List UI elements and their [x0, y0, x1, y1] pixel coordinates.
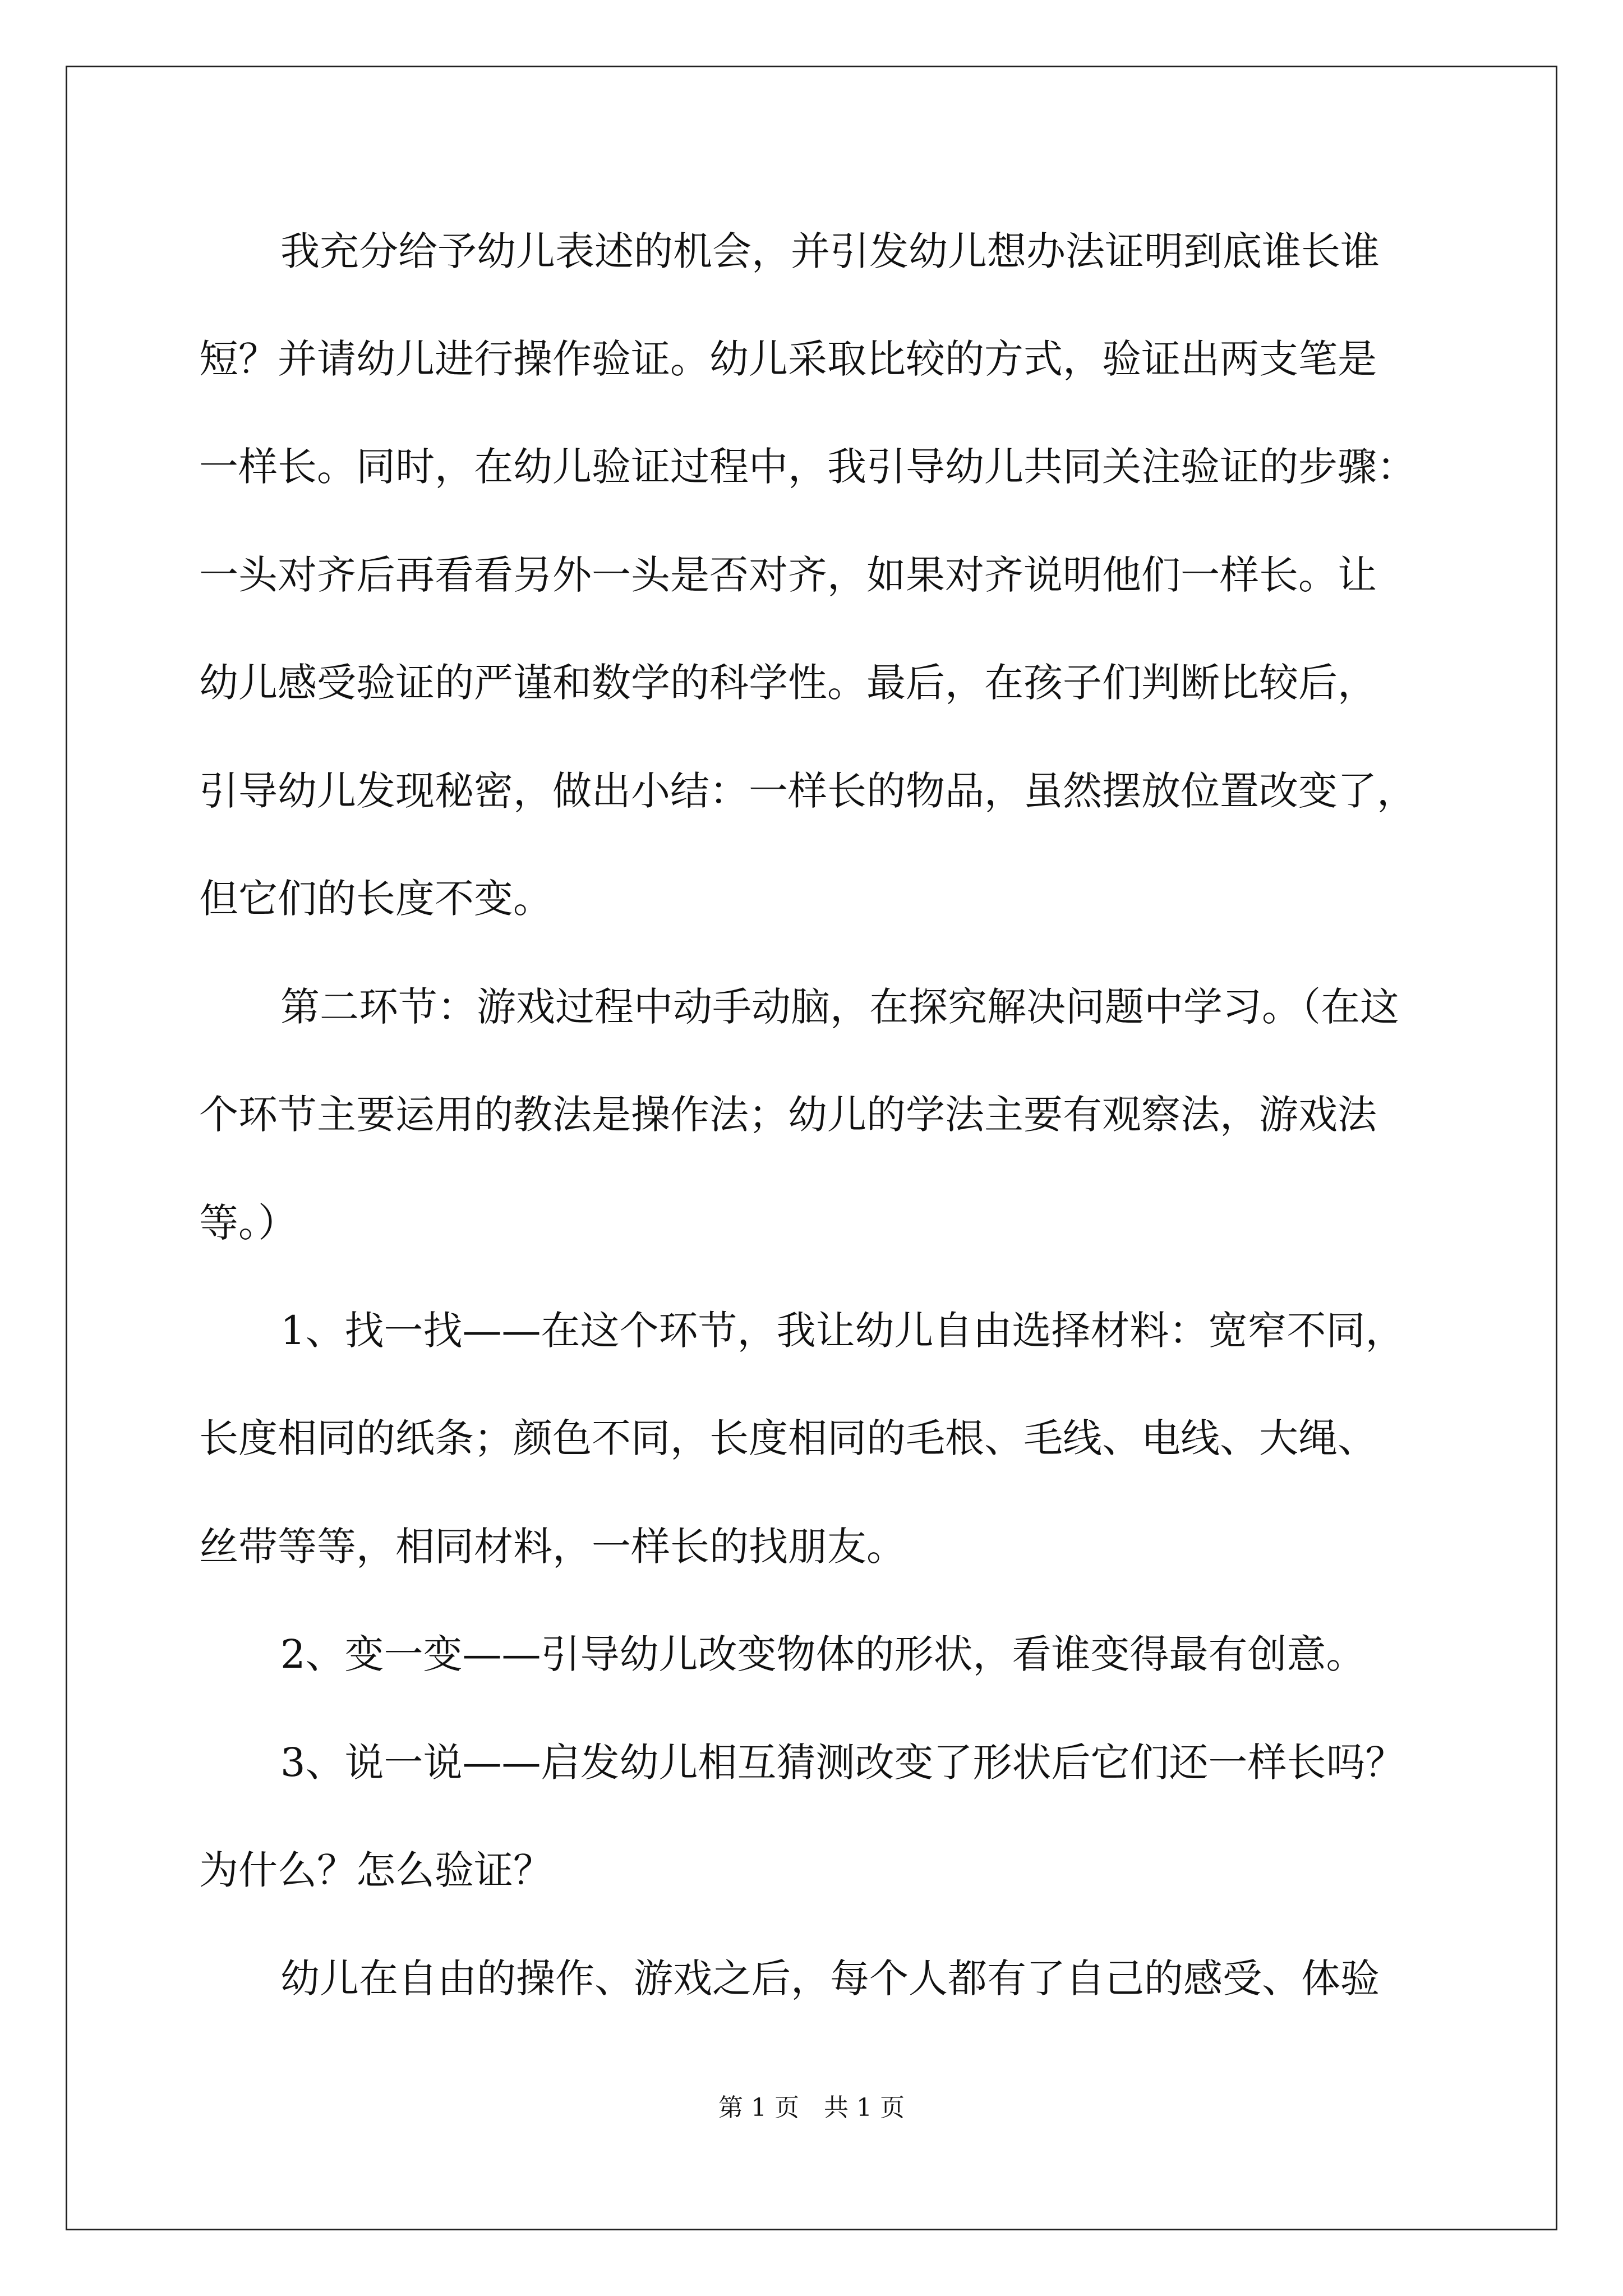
paragraph-line: 等。）: [199, 1200, 297, 1246]
list-item-line: 为什么？怎么验证？: [199, 1847, 552, 1893]
paragraph-line: 幼儿在自由的操作、游戏之后，每个人都有了自己的感受、体验: [280, 1955, 1380, 2001]
paragraph-line: 幼儿感受验证的严谨和数学的科学性。最后，在孩子们判断比较后，: [199, 660, 1377, 706]
paragraph-line: 一头对齐后再看看另外一头是否对齐，如果对齐说明他们一样长。让: [199, 552, 1377, 598]
list-item-line: 丝带等等，相同材料，一样长的找朋友。: [199, 1524, 906, 1570]
page-footer: 第 1 页 共 1 页: [718, 2093, 905, 2122]
paragraph-line: 个环节主要运用的教法是操作法；幼儿的学法主要有观察法，游戏法: [199, 1092, 1377, 1138]
list-item-line: 3、说一说——启发幼儿相互猜测改变了形状后它们还一样长吗？: [280, 1740, 1405, 1786]
paragraph-line: 我充分给予幼儿表述的机会，并引发幼儿想办法证明到底谁长谁: [280, 228, 1380, 274]
page-border: [66, 66, 1557, 2230]
paragraph-line: 一样长。同时，在幼儿验证过程中，我引导幼儿共同关注验证的步骤：: [199, 444, 1416, 490]
paragraph-line: 引导幼儿发现秘密，做出小结：一样长的物品，虽然摆放位置改变了，: [199, 768, 1416, 814]
paragraph-line: 第二环节：游戏过程中动手动脑，在探究解决问题中学习。（在这: [280, 984, 1399, 1030]
list-item-line: 2、变一变——引导幼儿改变物体的形状，看谁变得最有创意。: [280, 1631, 1366, 1677]
list-item-line: 长度相同的纸条；颜色不同，长度相同的毛根、毛线、电线、大绳、: [199, 1415, 1377, 1461]
paragraph-line: 但它们的长度不变。: [199, 876, 552, 922]
paragraph-line: 短？并请幼儿进行操作验证。幼儿采取比较的方式，验证出两支笔是: [199, 336, 1377, 382]
list-item-line: 1、找一找——在这个环节，我让幼儿自由选择材料：宽窄不同，: [280, 1308, 1405, 1354]
